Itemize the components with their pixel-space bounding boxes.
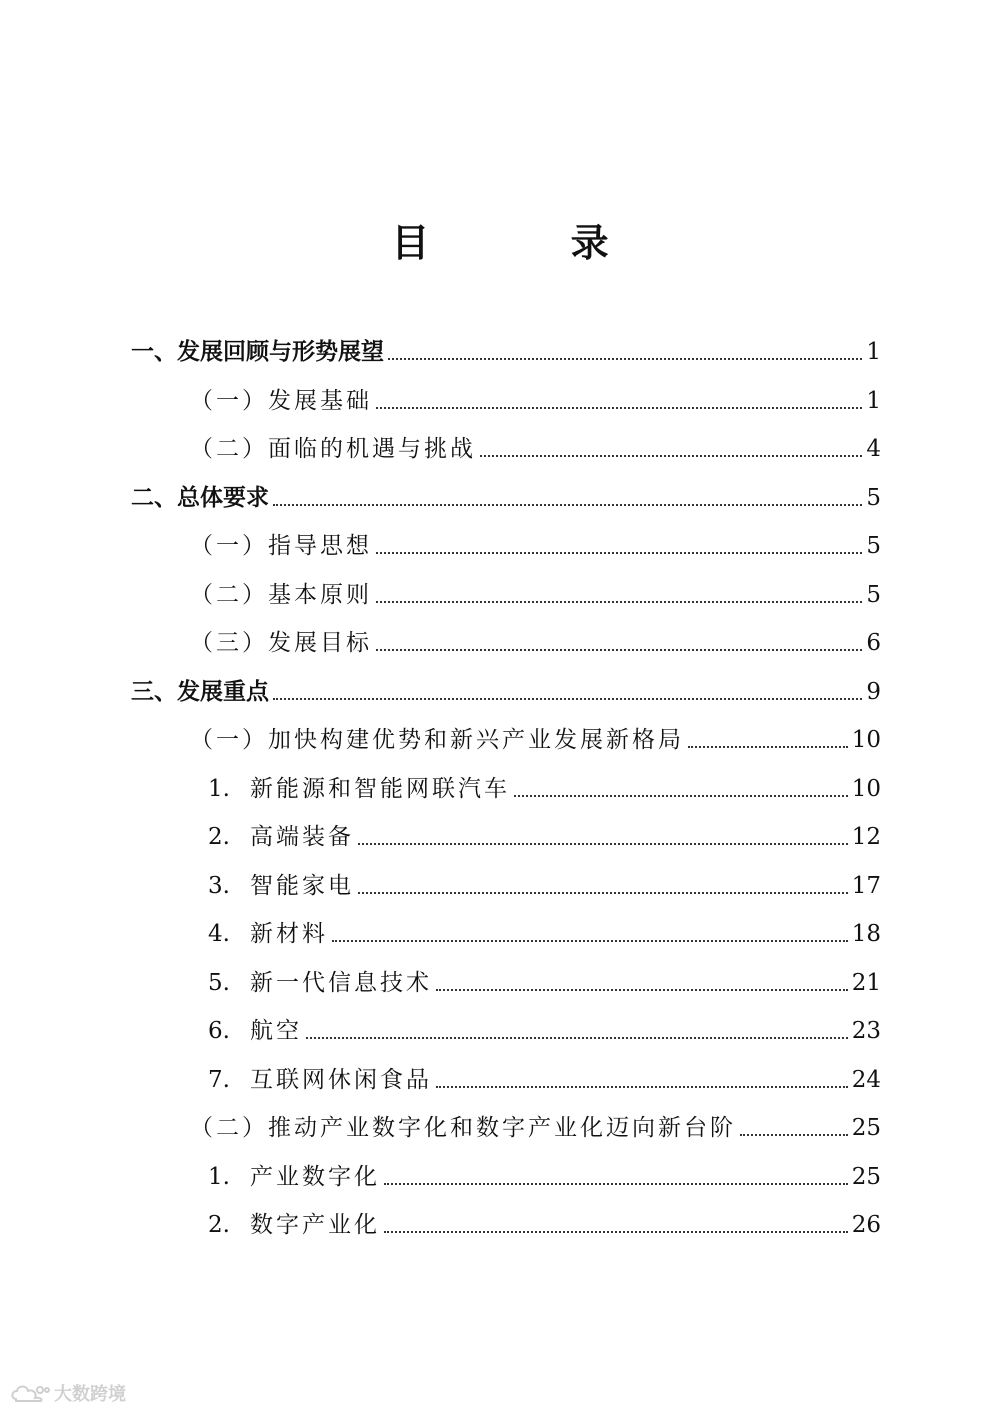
toc-entry[interactable]	[208, 1002, 881, 1046]
toc-page-number: 26	[851, 1212, 881, 1238]
toc-dot-leader	[436, 988, 848, 991]
toc-entry-text: （三）发展目标	[190, 630, 372, 656]
toc-entry-label	[190, 531, 372, 561]
toc-entry-label	[208, 1065, 432, 1095]
toc-entry-text: 三、发展重点	[131, 678, 269, 705]
toc-entry-label	[208, 968, 432, 998]
toc-dot-leader	[514, 794, 848, 797]
toc-entry-text: 新能源和智能网联汽车	[250, 775, 510, 802]
toc-entry-label	[208, 1162, 380, 1192]
toc-entry-label	[131, 677, 269, 707]
toc-entry[interactable]	[131, 663, 881, 707]
toc-entry-label	[131, 337, 384, 367]
toc-entry[interactable]	[208, 1051, 881, 1095]
toc-page-number: 21	[851, 969, 881, 996]
toc-entry-label	[208, 1210, 380, 1240]
toc-entry-text: 智能家电	[250, 872, 354, 899]
toc-entry-number: 3.	[208, 872, 230, 899]
toc-dot-leader	[306, 1036, 848, 1039]
toc-entry[interactable]	[208, 857, 881, 901]
toc-entry[interactable]	[190, 1099, 881, 1143]
toc-entry-number: 1.	[208, 1163, 230, 1190]
toc-entry-text: 新材料	[250, 921, 328, 947]
toc-entry-text: 航空	[250, 1018, 302, 1044]
toc-page-number: 23	[851, 1018, 881, 1044]
watermark	[10, 1380, 126, 1406]
toc-entry[interactable]	[208, 760, 881, 804]
watermark-text: 大数跨境	[54, 1384, 126, 1405]
toc-entry-text: （二）基本原则	[190, 581, 372, 608]
toc-dot-leader	[273, 697, 862, 700]
toc-dot-leader	[358, 842, 848, 845]
toc-page-number: 17	[851, 872, 881, 899]
toc-page-number: 1	[866, 387, 881, 414]
toc-entry-text: （二）推动产业数字化和数字产业化迈向新台阶	[190, 1115, 736, 1141]
toc-entry-number: 2.	[208, 824, 230, 850]
toc-page-number: 9	[866, 678, 881, 705]
page-title: 目 录	[391, 221, 673, 265]
toc-entry-label	[208, 774, 510, 804]
toc-dot-leader	[436, 1085, 848, 1088]
toc-entry-text: 新一代信息技术	[250, 969, 432, 996]
toc-dot-leader	[688, 745, 848, 748]
cloud-logo-icon	[10, 1382, 50, 1404]
toc-entry[interactable]	[190, 420, 881, 464]
toc-entry-text: 二、总体要求	[131, 484, 269, 511]
toc-entry-text: 高端装备	[250, 824, 354, 850]
toc-entry-text: （一）指导思想	[190, 533, 372, 559]
toc-entry-label	[190, 386, 372, 416]
toc-entry-label	[208, 871, 354, 901]
toc-entry-label	[190, 725, 684, 755]
toc-dot-leader	[480, 454, 862, 457]
toc-entry-number: 7.	[208, 1066, 230, 1093]
toc-entry-label	[131, 483, 269, 513]
toc-entry[interactable]	[131, 469, 881, 513]
toc-entry[interactable]	[190, 517, 881, 561]
toc-entry[interactable]	[190, 614, 881, 658]
toc-page-number: 5	[866, 484, 881, 511]
toc-dot-leader	[388, 357, 862, 360]
toc-page-number: 5	[866, 533, 881, 559]
toc-entry-text: （二）面临的机遇与挑战	[190, 436, 476, 462]
toc-entry-number: 4.	[208, 921, 230, 947]
toc-dot-leader	[376, 551, 862, 554]
toc-entry-label	[208, 1016, 302, 1046]
toc-entry-number: 1.	[208, 775, 230, 802]
toc-entry-number: 6.	[208, 1018, 230, 1044]
toc-entry-label	[190, 628, 372, 658]
toc-entry-text: 互联网休闲食品	[250, 1066, 432, 1093]
toc-entry-label	[208, 919, 328, 949]
toc-entry-text: 一、发展回顾与形势展望	[131, 339, 384, 365]
toc-dot-leader	[376, 406, 862, 409]
toc-page-number: 25	[851, 1163, 881, 1190]
toc-entry-text: （一）发展基础	[190, 387, 372, 414]
toc-page-number: 25	[851, 1115, 881, 1141]
toc-dot-leader	[740, 1133, 848, 1136]
toc-entry-text: 数字产业化	[250, 1212, 380, 1238]
toc-dot-leader	[384, 1230, 848, 1233]
toc-entry-number: 5.	[208, 969, 230, 996]
toc-entry-label	[190, 580, 372, 610]
toc-entry-label	[190, 434, 476, 464]
toc-page-number: 6	[866, 630, 881, 656]
toc-entry[interactable]	[131, 323, 881, 367]
toc-dot-leader	[376, 648, 862, 651]
toc-dot-leader	[384, 1182, 848, 1185]
toc-dot-leader	[273, 503, 862, 506]
toc-entry[interactable]	[208, 954, 881, 998]
toc-entry-text: 产业数字化	[250, 1163, 380, 1190]
toc-dot-leader	[376, 600, 862, 603]
toc-page-number: 18	[851, 921, 881, 947]
toc-entry[interactable]	[208, 1196, 881, 1240]
toc-entry[interactable]	[208, 1148, 881, 1192]
toc-entry-text: （一）加快构建优势和新兴产业发展新格局	[190, 727, 684, 753]
toc-page-number: 10	[851, 775, 881, 802]
toc-entry[interactable]	[190, 711, 881, 755]
toc-entry-label	[208, 822, 354, 852]
toc-entry[interactable]	[208, 905, 881, 949]
toc-entry[interactable]	[208, 808, 881, 852]
toc-page-number: 12	[851, 824, 881, 850]
toc-page-number: 24	[851, 1066, 881, 1093]
toc-entry[interactable]	[190, 372, 881, 416]
toc-page-number: 1	[866, 339, 881, 365]
toc-entry-number: 2.	[208, 1212, 230, 1238]
toc-dot-leader	[332, 939, 848, 942]
toc-page-number: 5	[866, 581, 881, 608]
toc-page-number: 10	[851, 727, 881, 753]
toc-page-number: 4	[866, 436, 881, 462]
toc-entry[interactable]	[190, 566, 881, 610]
toc-dot-leader	[358, 891, 848, 894]
toc-entry-label	[190, 1113, 736, 1143]
